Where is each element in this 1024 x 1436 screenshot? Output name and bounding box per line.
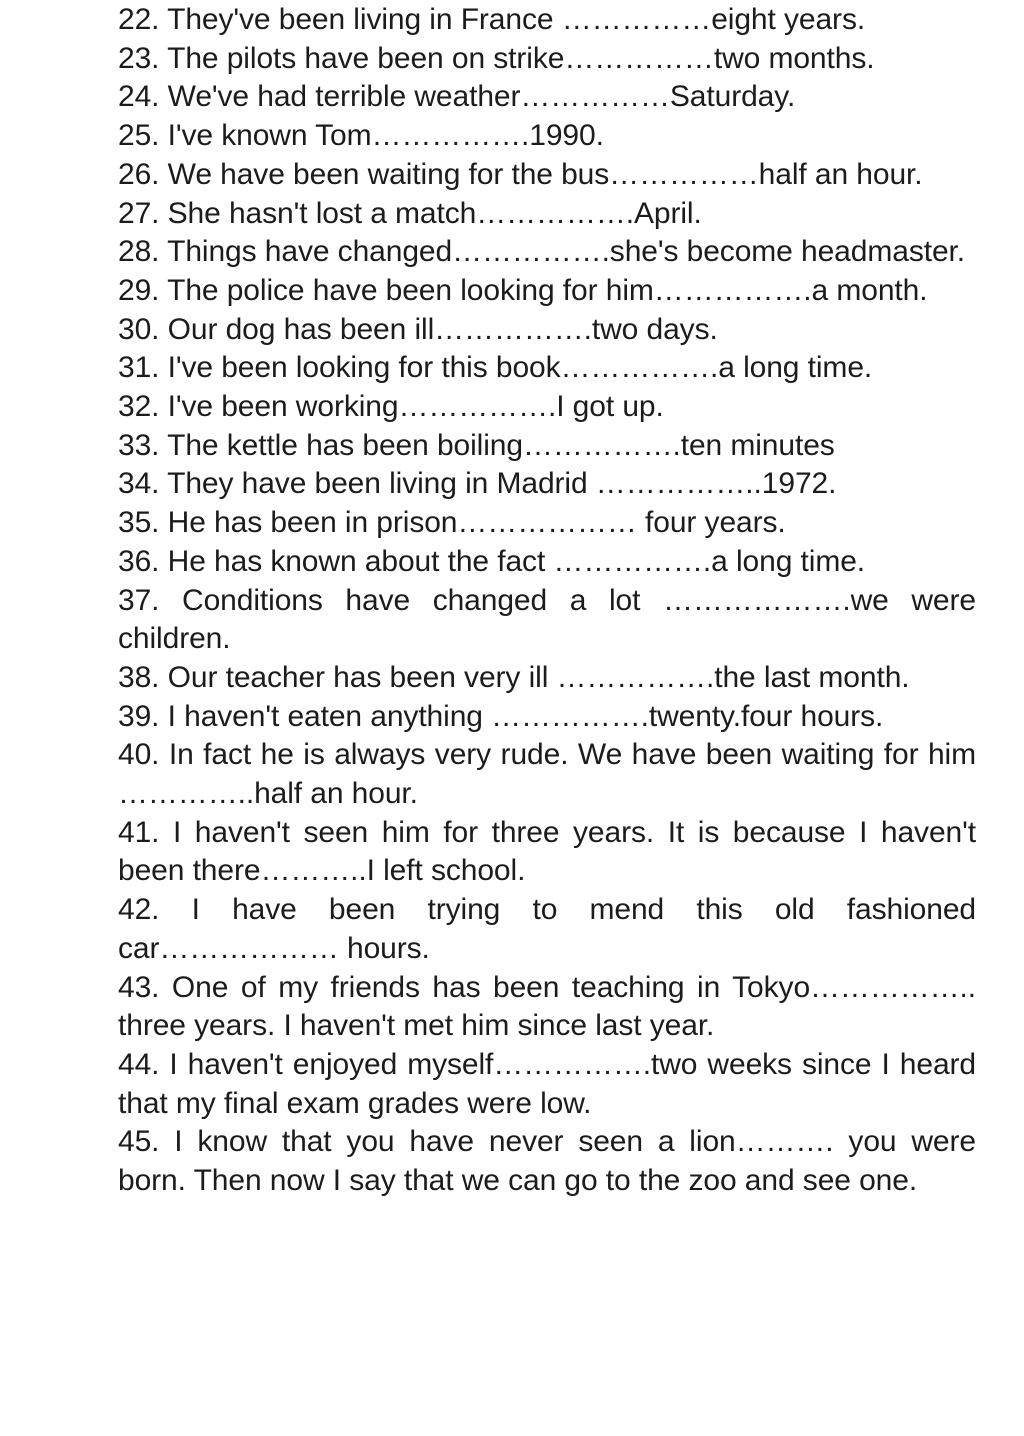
exercise-item-22: 22. They've been living in France ……………eight years. (118, 3, 866, 36)
exercise-item-28: 28. Things have changed…………….she's become headmaster. (118, 235, 966, 269)
exercise-item-23: 23. The pilots have been on strike……………two months. (118, 41, 875, 75)
exercise-item-41: 41. I haven't seen him for three years. It is because I haven't been there………..I left school. (118, 815, 976, 888)
exercise-item-35: 35. He has been in prison……………… four years. (118, 506, 786, 540)
exercise-item-31: 31. I've been looking for this book…………….a long time. (118, 351, 873, 385)
exercise-item-39: 39. I haven't eaten anything …………….twenty.four hours. (118, 699, 884, 733)
exercise-item-30: 30. Our dog has been ill…………….two days. (118, 312, 718, 346)
exercise-item-24: 24. We've had terrible weather……………Saturday. (118, 80, 796, 114)
exercise-item-44: 44. I haven't enjoyed myself…………….two weeks since I heard that my final exam grades were low. (118, 1047, 976, 1120)
exercise-item-29: 29. The police have been looking for him…………….a month. (118, 273, 928, 307)
exercise-item-37: 37. Conditions have changed a lot ……………….we were children. (118, 583, 976, 656)
exercise-item-43: 43. One of my friends has been teaching in Tokyo…………….. three years. I haven't met him since last year. (118, 970, 976, 1043)
exercise-item-42: 42. I have been trying to mend this old fashioned car……………… hours. (118, 893, 976, 965)
exercise-item-34: 34. They have been living in Madrid ……………..1972. (118, 467, 837, 501)
exercise-item-36: 36. He has known about the fact …………….a long time. (118, 544, 866, 578)
exercise-item-40: 40. In fact he is always very rude. We have been waiting for him …………..half an hour. (118, 738, 976, 811)
exercise-item-45: 45. I know that you have never seen a lion………. you were born. Then now I say that we can go to the zoo and see one. (118, 1125, 976, 1198)
exercise-sheet (118, 0, 976, 1201)
exercise-item-33: 33. The kettle has been boiling…………….ten minutes (118, 428, 835, 462)
exercise-item-27: 27. She hasn't lost a match…………….April. (118, 196, 702, 230)
exercise-item-25: 25. I've known Tom…………….1990. (118, 119, 604, 153)
exercise-item-38: 38. Our teacher has been very ill …………….the last month. (118, 660, 910, 694)
exercise-item-32: 32. I've been working…………….I got up. (118, 390, 664, 424)
exercise-item-26: 26. We have been waiting for the bus……………half an hour. (118, 157, 923, 191)
